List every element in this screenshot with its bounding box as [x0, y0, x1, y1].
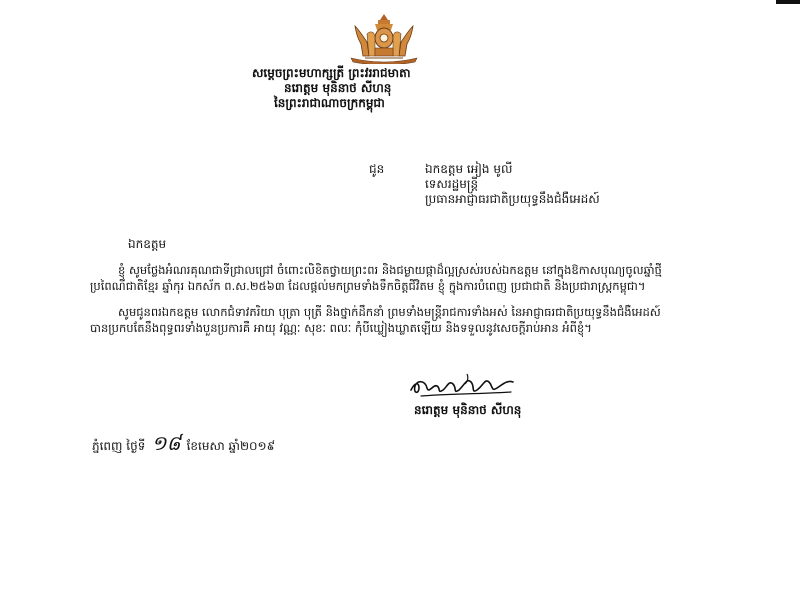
body-paragraph-2 [90, 304, 670, 336]
date-day: ១៨ [151, 431, 181, 455]
recipient-label: ជូន [369, 162, 385, 176]
sender-header [252, 66, 552, 111]
signatory-name: នរោត្តម មុនិនាថ សីហនុ [414, 403, 522, 417]
header-country-line: នៃព្រះរាជាណាចក្រកម្ពុជា [274, 96, 385, 110]
header-title-line: សម្ដេចព្រះមហាក្សត្រី ព្រះវររាជមាតា [252, 66, 411, 80]
header-name-line: នរោត្តម មុនិនាថ សីហនុ [284, 81, 392, 95]
recipient-name: ឯកឧត្ដម អៀង មូលី [425, 162, 513, 176]
recipient-title: ទេសរដ្ឋមន្រ្តី [425, 177, 479, 191]
recipient-organization: ប្រធានអាជ្ញាធរជាតិប្រយុទ្ធនឹងជំងឺអេដស៍ [425, 192, 600, 206]
body-paragraph-1 [90, 262, 670, 294]
body-paragraph-2-text: សូមជូនពរឯកឧត្តម លោកជំទាវភរិយា បុត្រា បុត្រី និងថ្នាក់ដឹកនាំ ព្រមទាំងមន្ត្រីរាជការទាំងអស់ នៃអាជ្ញាធរជាតិប្រយុទ្ធនឹងជំងឺអេដស៍ បានប្រកបតែនឹងពុទ្ធពរទាំងបួនប្រការគឺ អាយុ វណ្ណៈ សុខៈ ពលៈ កុំបីឃ្លៀងឃ្លាតឡើយ និងទទួលនូវសេចក្តីរាប់អាន អំពីខ្ញុំ។ [90, 305, 661, 335]
royal-emblem-icon [345, 12, 423, 64]
date-suffix: ខែមេសា ឆ្នាំ២០១៩ [186, 439, 276, 453]
scan-corner-mark [776, 0, 800, 4]
handwritten-signature [407, 370, 519, 400]
salutation: ឯកឧត្តម [128, 237, 167, 251]
body-paragraph-1-text: ខ្ញុំ សូមថ្លែងអំណរគុណជាទីជ្រាលជ្រៅ ចំពោះលិខិតថ្វាយព្រះពរ និងជម្ងាយផ្កាដ៏ល្អស្រស់របស់ឯកឧត្តម នៅក្នុងឱកាសបុណ្យចូលឆ្នាំថ្មី ប្រពៃណីជាតិខ្មែរ ឆ្នាំកុរ ឯកស័ក ព.ស.២៥៦៣ ដែលផ្តល់មកព្រមទាំងទឹកចិត្តជីវិតម ខ្ញុំ ក្នុងការបំពេញ ប្រជាជាតិ និងប្រជារាស្ត្រកម្ពុជា។ [90, 263, 662, 293]
date-line [92, 430, 275, 460]
date-prefix: ភ្នំពេញ ថ្ងៃទី [92, 439, 146, 453]
